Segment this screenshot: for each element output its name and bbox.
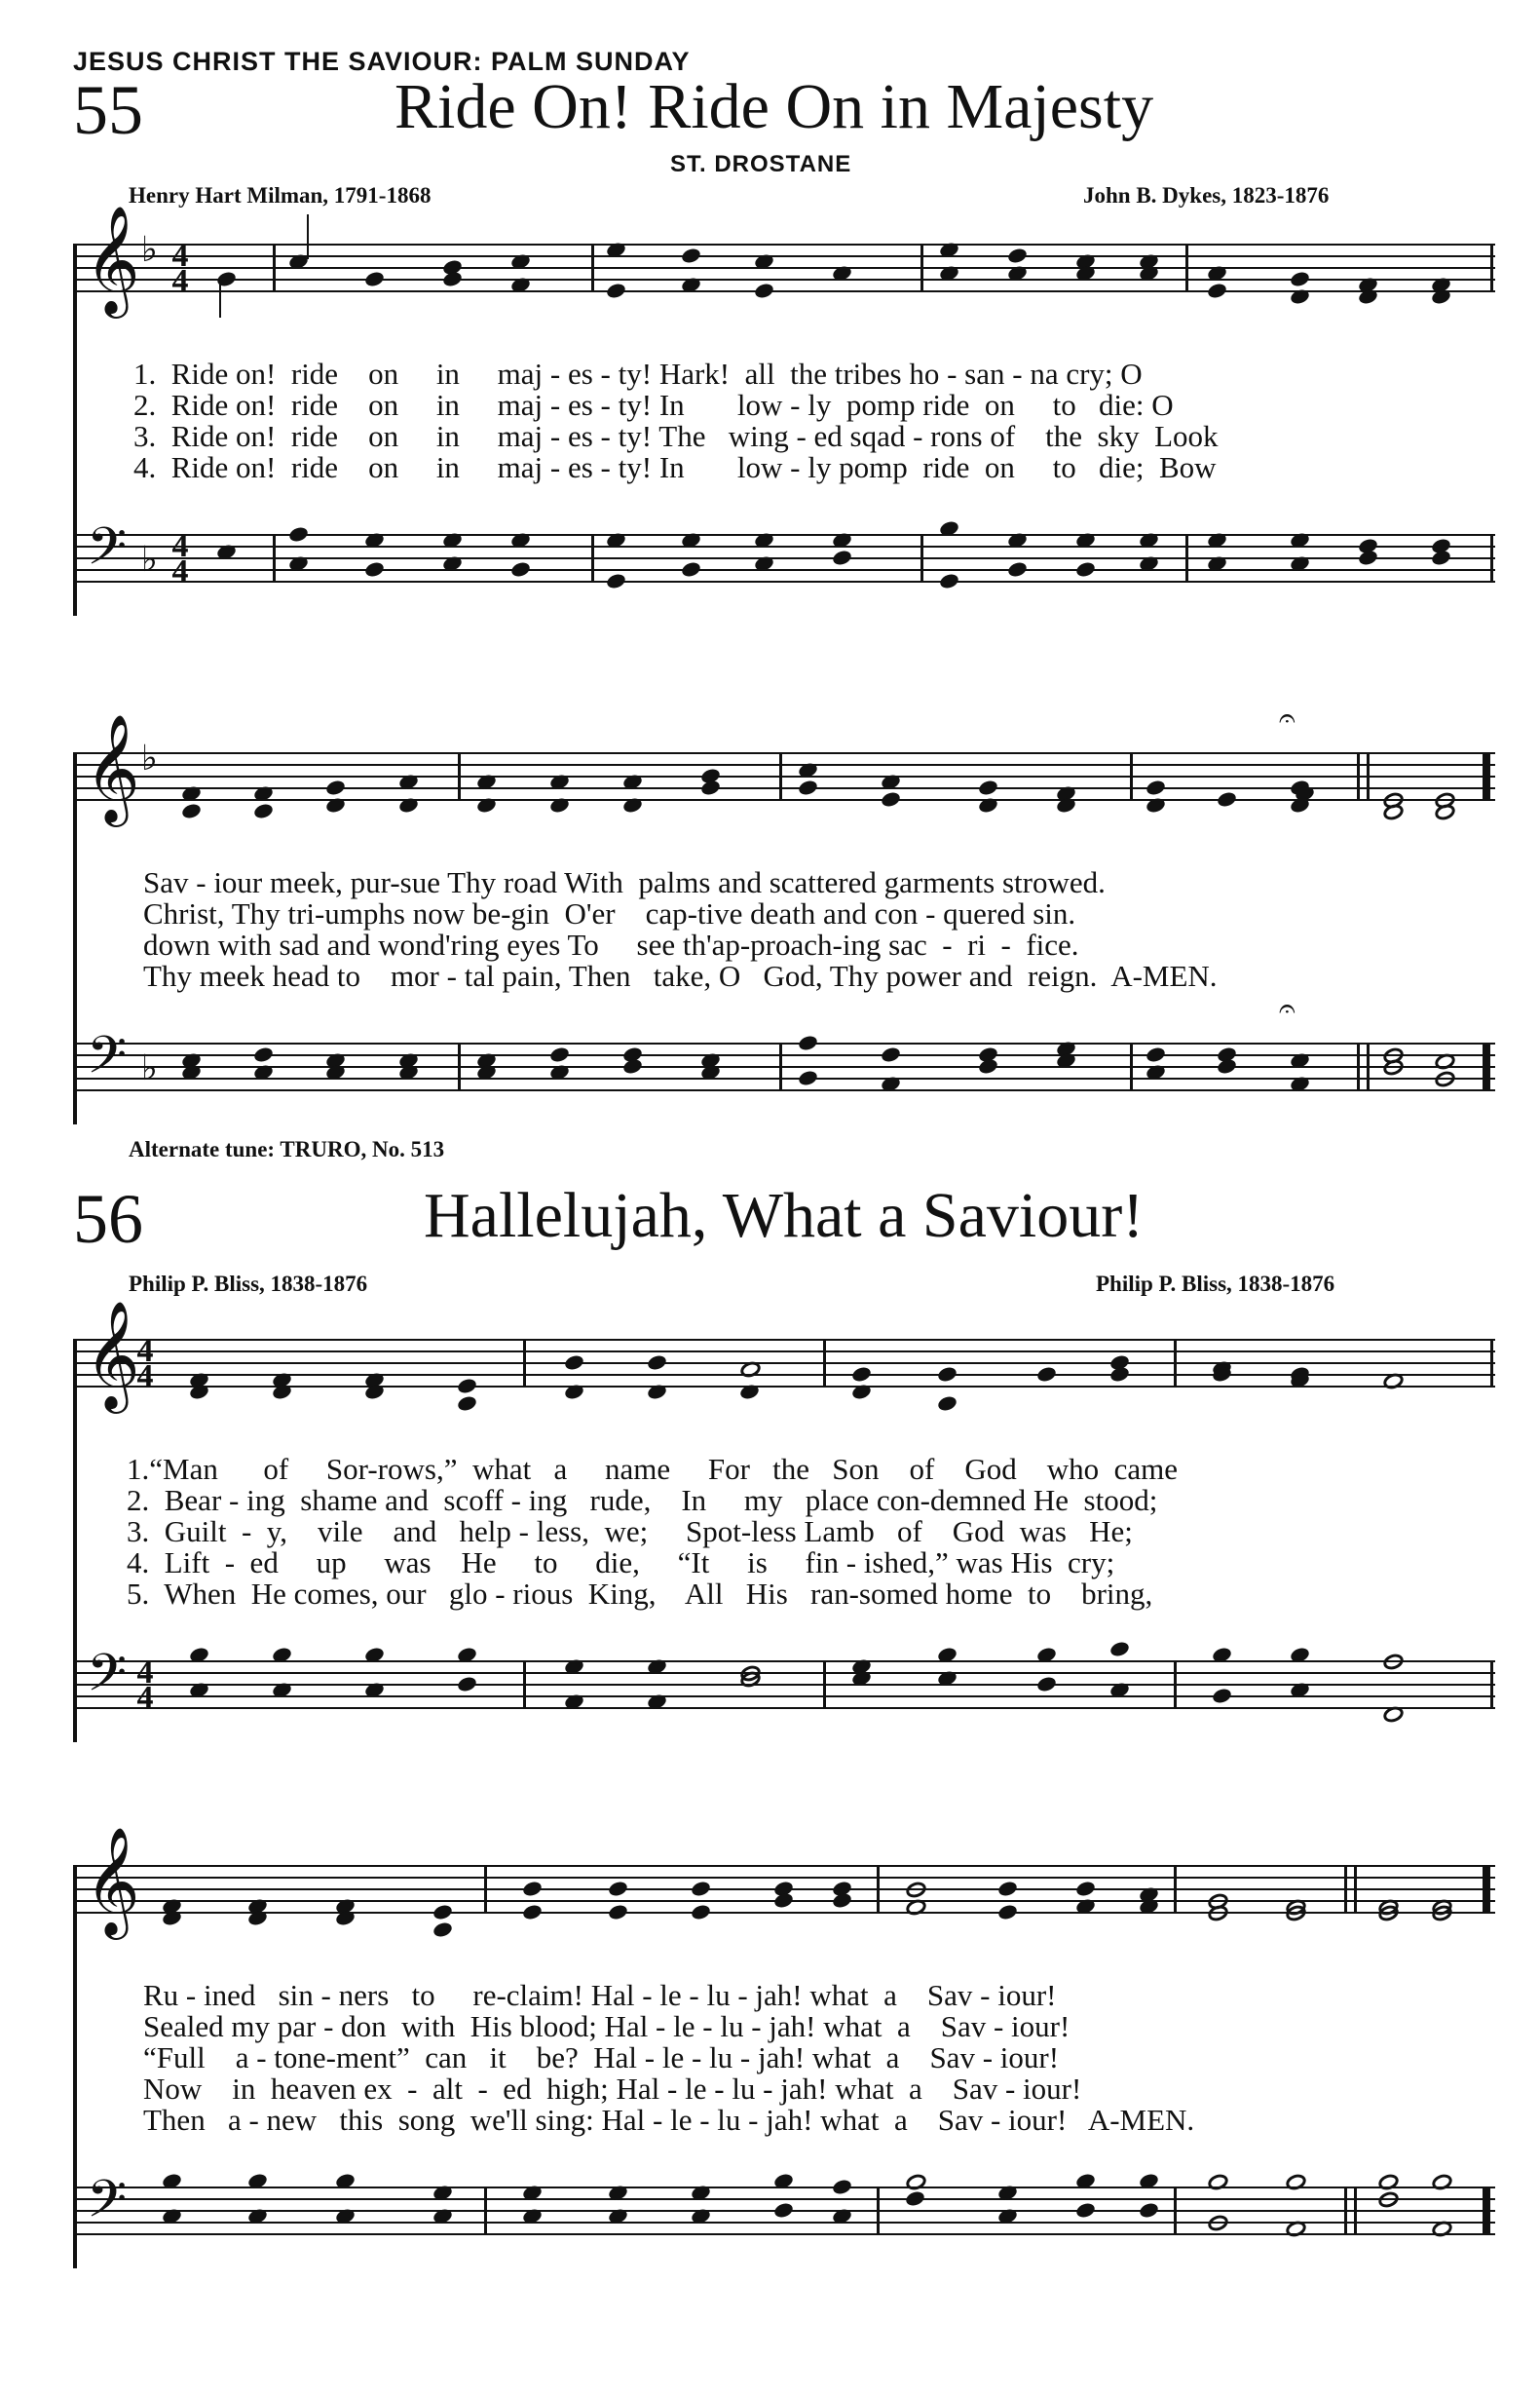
bass-clef-icon: 𝄢 (87, 1644, 128, 1716)
hymn-56-lyrics-verse-4a: 4. Lift - ed up was He to die, “It is fin - ished,” was His cry; (127, 1545, 1115, 1579)
hymn-55-lyrics-verse-1b: Sav - iour meek, pur-sue Thy road With palms and scattered garments strowed. (143, 865, 1106, 899)
hymn-56-lyrics-verse-1a: 1.“Man of Sor-rows,” what a name For the Son of God who came (127, 1452, 1179, 1486)
hymn-56-system-2 (73, 1826, 1495, 2274)
hymn-56-lyrics-verse-4b: Now in heaven ex - alt - ed high; Hal - le - lu - jah! what a Sav - iour! (143, 2072, 1082, 2106)
hymn-55-lyrics-verse-3b: down with sad and wond'ring eyes To see th'ap-proach-ing sac - ri - fice. (143, 928, 1079, 962)
hymn-55-tune-name: ST. DROSTANE (670, 151, 852, 177)
hymn-55-lyrics-verse-1a: 1. Ride on! ride on in maj - es - ty! Hark! all the tribes ho - san - na cry; O (133, 357, 1143, 391)
hymn-55-system-2 (73, 702, 1495, 1142)
hymn-55-number: 55 (73, 71, 143, 149)
hymn-56-words-credit: Philip P. Bliss, 1838-1876 (129, 1272, 368, 1296)
treble-staff (73, 702, 1495, 822)
hymn-56-lyrics-verse-5b: Then a - new this song we'll sing: Hal - le - lu - jah! what a Sav - iour! A-MEN. (143, 2103, 1195, 2137)
time-signature: 4 4 (136, 1654, 154, 1716)
bass-clef-icon: 𝄢 (87, 2170, 128, 2242)
hymn-56-lyrics-verse-1b: Ru - ined sin - ners to re-claim! Hal - le - lu - jah! what a Sav - iour! (143, 1978, 1057, 2012)
hymn-56-lyrics-verse-3b: “Full a - tone-ment” can it be? Hal - le - lu - jah! what a Sav - iour! (143, 2040, 1060, 2074)
flat-icon: ♭ (141, 739, 158, 779)
hymn-56-lyrics-verse-2a: 2. Bear - ing shame and scoff - ing rude, In my place con-demned He stood; (127, 1483, 1158, 1517)
hymn-55-lyrics-verse-2a: 2. Ride on! ride on in maj - es - ty! In low - ly pomp ride on to die: O (133, 388, 1174, 422)
hymn-55-title: Ride On! Ride On in Majesty (394, 71, 1154, 142)
hymn-56-music-credit: Philip P. Bliss, 1838-1876 (1096, 1272, 1335, 1296)
treble-staff (73, 1300, 1495, 1409)
hymn-55-system-1 (73, 205, 1495, 633)
bass-clef-icon: 𝄢 (87, 1026, 128, 1098)
treble-clef-icon: 𝄞 (85, 205, 140, 314)
hymn-56-lyrics-verse-2b: Sealed my par - don with His blood; Hal - le - lu - jah! what a Sav - iour! (143, 2009, 1070, 2043)
flat-icon: ♭ (141, 230, 158, 270)
time-signature: 4 4 (171, 528, 189, 589)
hymn-56-lyrics-verse-5a: 5. When He comes, our glo - rious King, All His ran-somed home to bring, (127, 1577, 1153, 1611)
treble-staff (73, 1826, 1495, 1935)
flat-icon: ♭ (141, 540, 158, 580)
bass-staff (73, 2170, 1495, 2242)
hymn-55-words-credit: Henry Hart Milman, 1791-1868 (129, 183, 432, 208)
treble-staff (73, 205, 1495, 314)
treble-clef-icon: 𝄞 (85, 1300, 140, 1409)
section-heading: JESUS CHRIST THE SAVIOUR: PALM SUNDAY (73, 47, 691, 76)
hymn-56-title: Hallelujah, What a Saviour! (424, 1180, 1145, 1251)
bass-staff (73, 1644, 1495, 1716)
hymn-55-lyrics-verse-4a: 4. Ride on! ride on in maj - es - ty! In low - ly pomp ride on to die; Bow (133, 450, 1217, 484)
treble-clef-icon: 𝄞 (85, 713, 140, 822)
hymn-55-lyrics-verse-2b: Christ, Thy tri-umphs now be-gin O'er cap-tive death and con - quered sin. (143, 896, 1076, 931)
hymn-56-system-1 (73, 1300, 1495, 1748)
time-signature: 4 4 (136, 1333, 154, 1394)
bass-clef-icon: 𝄢 (87, 517, 128, 589)
hymn-55-lyrics-verse-3a: 3. Ride on! ride on in maj - es - ty! The wing - ed sqad - rons of the sky Look (133, 419, 1219, 453)
fermata-icon: 𝄐 (1279, 992, 1296, 1026)
time-signature: 4 4 (171, 238, 189, 299)
bass-staff (73, 992, 1495, 1098)
flat-icon: ♭ (141, 1048, 158, 1088)
hymn-56-number: 56 (73, 1180, 143, 1258)
hymn-56-lyrics-verse-3a: 3. Guilt - y, vile and help - less, we; Spot-less Lamb of God was He; (127, 1514, 1133, 1548)
fermata-icon: 𝄐 (1279, 702, 1296, 736)
hymn-55-music-credit: John B. Dykes, 1823-1876 (1083, 183, 1330, 208)
hymn-55-alternate-tune: Alternate tune: TRURO, No. 513 (129, 1137, 445, 1161)
hymn-55-lyrics-verse-4b: Thy meek head to mor - tal pain, Then take, O God, Thy power and reign. A-MEN. (143, 959, 1218, 993)
bass-staff (73, 517, 1495, 589)
treble-clef-icon: 𝄞 (85, 1826, 140, 1935)
